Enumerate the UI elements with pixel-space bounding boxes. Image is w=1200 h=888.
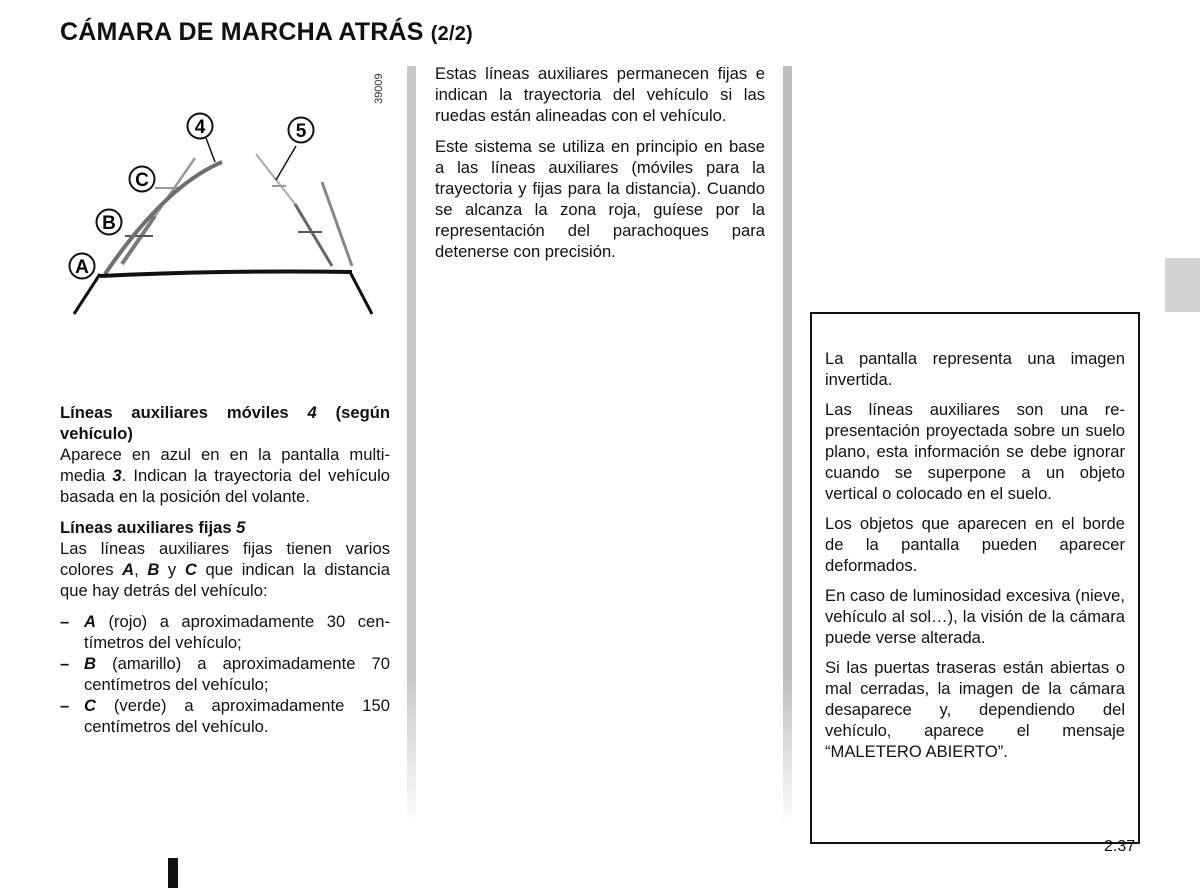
note-box bbox=[810, 312, 1140, 844]
callout-a-label: A bbox=[75, 257, 89, 278]
bumper-line-a bbox=[100, 272, 352, 277]
list-ref: B bbox=[84, 654, 96, 673]
body-ref: 3 bbox=[112, 466, 122, 485]
note-paragraph: Si las puertas traseras están abiertas o mal cerradas, la imagen de la cámara desaparece y, dependiendo del vehículo, aparece el mensaje “MALETERO ABIERTO”. bbox=[825, 658, 1125, 761]
paragraph: Este sistema se utiliza en principio en base a las líneas auxiliares (móviles para la trayectoria y fijas para la distancia). Cuando se alcanza la zona roja, guíese por la representación del parachoques para detenerse con precisión. bbox=[435, 137, 765, 261]
body-text-post: . Indican la trayectoria del vehículo basada en la posición del volante. bbox=[60, 466, 390, 506]
outer-line-left bbox=[74, 274, 100, 314]
section-moving-lines bbox=[60, 402, 390, 507]
section-tab bbox=[1165, 258, 1200, 312]
list-text: (amarillo) a aproximadamente 70 centímetros del vehículo; bbox=[84, 654, 390, 694]
title-page-indicator: (2/2) bbox=[430, 23, 473, 45]
ref-c: C bbox=[184, 560, 197, 579]
column-middle bbox=[435, 63, 765, 272]
dash: – bbox=[60, 654, 70, 673]
callout-4-label: 4 bbox=[194, 117, 206, 138]
section-moving-lines-heading bbox=[60, 402, 390, 444]
callout-b bbox=[97, 210, 122, 235]
outer-line-right-lower bbox=[350, 272, 372, 314]
list-item bbox=[60, 611, 390, 653]
callout-5-label: 5 bbox=[295, 121, 307, 142]
list-text: (verde) a aproximadamente 150 centímetros del vehículo. bbox=[84, 696, 390, 736]
note-paragraph: La pantalla representa una imagen invertida. bbox=[825, 349, 1125, 389]
distance-list bbox=[60, 611, 390, 737]
separator: y bbox=[159, 560, 185, 579]
separator: , bbox=[134, 560, 148, 579]
moving-line-left bbox=[105, 162, 222, 274]
section-fixed-lines-heading bbox=[60, 517, 390, 538]
guide-line-b-right bbox=[295, 204, 332, 266]
body-text: Las líneas auxiliares fijas tienen varios colores bbox=[60, 539, 390, 579]
page-marker bbox=[168, 858, 178, 888]
callout-a bbox=[70, 254, 95, 279]
list-item bbox=[60, 695, 390, 737]
column-divider-left bbox=[407, 66, 416, 826]
note-paragraph: Las líneas auxiliares son una representación proyectada sobre un suelo plano, esta información se debe ignorar cuando se superpone a un objeto vertical o colocado en el suelo. bbox=[825, 400, 1125, 503]
callout-5-leader bbox=[276, 146, 296, 180]
list-item bbox=[60, 653, 390, 695]
heading-text: Líneas auxiliares móviles bbox=[60, 403, 308, 422]
list-text: (rojo) a aproximadamente 30 centímetros del vehículo; bbox=[84, 612, 390, 652]
title-text: CÁMARA DE MARCHA ATRÁS bbox=[60, 18, 424, 46]
callout-4-leader bbox=[206, 138, 215, 162]
body-text: Aparece en azul en en la pantalla multimedia bbox=[60, 445, 390, 485]
callout-4 bbox=[188, 114, 213, 139]
heading-text-post: (según vehículo) bbox=[60, 403, 390, 443]
ref-b: B bbox=[147, 560, 160, 579]
page-title bbox=[60, 18, 473, 47]
list-ref: C bbox=[84, 696, 96, 715]
callout-b-label: B bbox=[102, 213, 116, 234]
outer-line-right-upper bbox=[322, 182, 352, 266]
guide-lines-illustration bbox=[60, 66, 390, 336]
ref-a: A bbox=[122, 560, 135, 579]
note-paragraph: Los objetos que aparecen en el borde de la pantalla pueden aparecer deformados. bbox=[825, 514, 1125, 575]
section-fixed-lines bbox=[60, 517, 390, 601]
dash: – bbox=[60, 696, 70, 715]
callout-5 bbox=[289, 118, 314, 143]
heading-text: Líneas auxiliares fijas bbox=[60, 518, 237, 537]
heading-ref: 5 bbox=[236, 518, 246, 537]
column-divider-right bbox=[783, 66, 792, 826]
guide-line-c-right bbox=[256, 154, 295, 204]
callout-c-label: C bbox=[135, 170, 149, 191]
figure-code: 39009 bbox=[373, 73, 385, 104]
column-left bbox=[60, 402, 390, 737]
guide-line-b-left bbox=[122, 216, 155, 264]
page-number: 2.37 bbox=[1104, 838, 1136, 855]
list-ref: A bbox=[84, 612, 96, 631]
paragraph: Estas líneas auxiliares permanecen fijas e indican la trayectoria del vehículo si las ruedas están alineadas con el vehículo. bbox=[435, 64, 765, 125]
note-paragraph: En caso de luminosidad excesiva (nieve, vehículo al sol…), la visión de la cámara puede verse alterada. bbox=[825, 586, 1125, 647]
heading-ref: 4 bbox=[307, 403, 317, 422]
body-text-post: que indican la distancia que hay detrás del vehículo: bbox=[60, 560, 390, 600]
callout-c bbox=[130, 167, 155, 192]
dash: – bbox=[60, 612, 70, 631]
